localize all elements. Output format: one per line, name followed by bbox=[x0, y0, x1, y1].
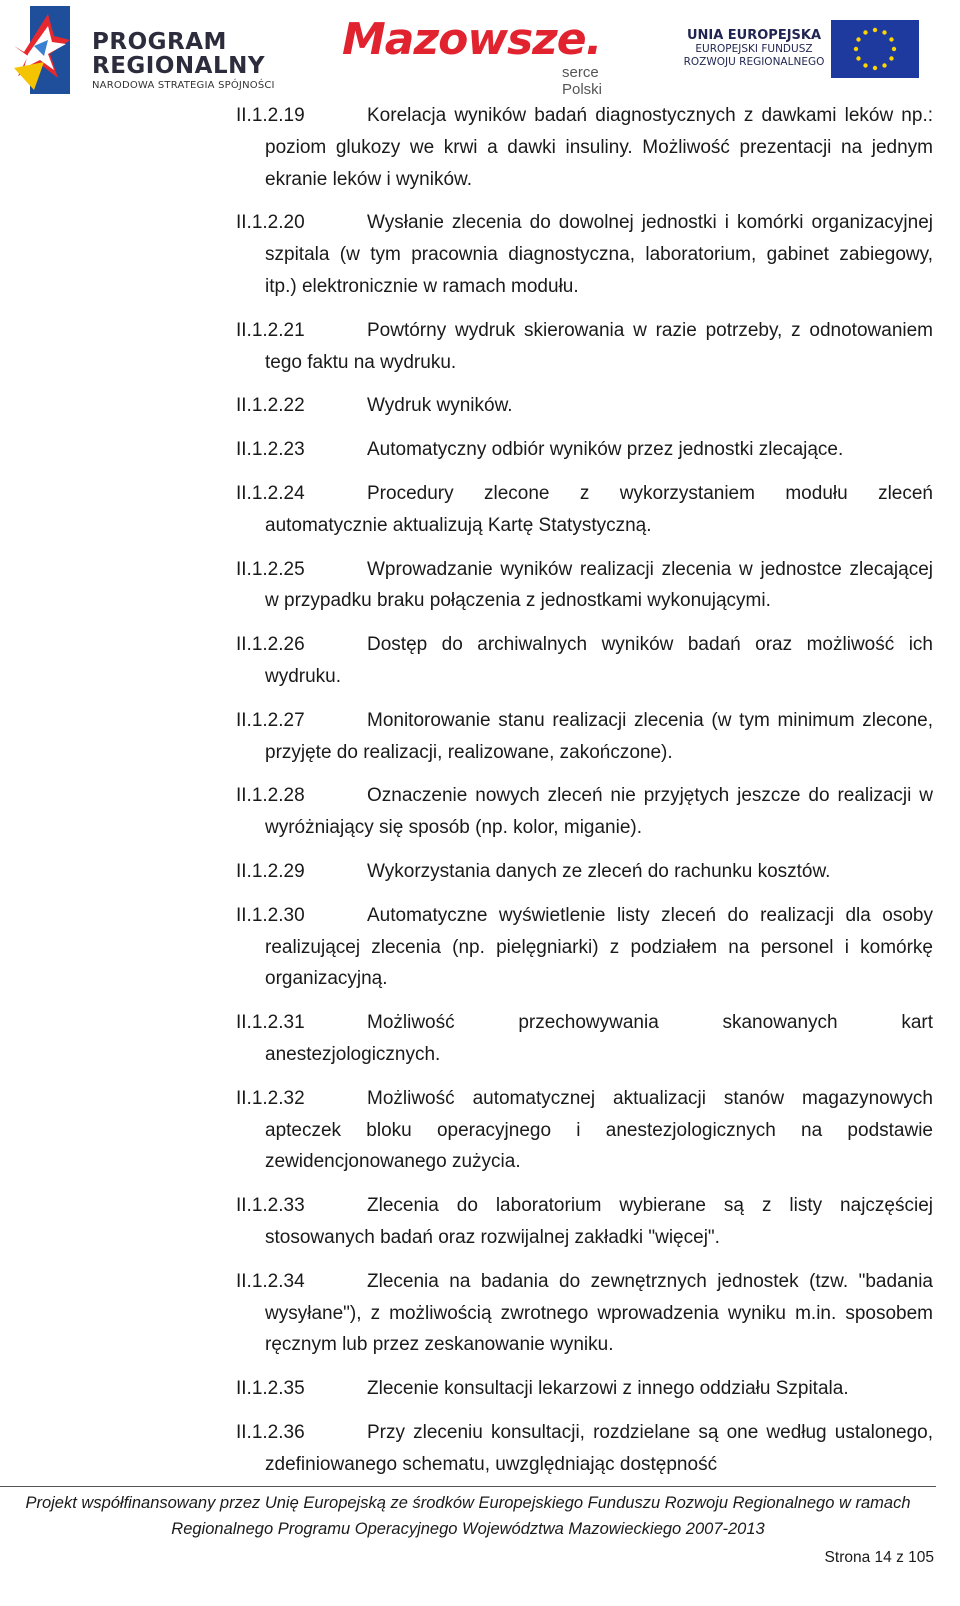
item-text: Automatyczne wyświetlenie listy zleceń do realizacji dla osoby realizującej zlecenia (np. pielęgniarki) z podziałem na personel i komórkę organizacyjną. bbox=[265, 904, 933, 990]
item-text: Zlecenia do laboratorium wybierane są z listy najczęściej stosowanych badań oraz rozwijalnej zakładki "więcej". bbox=[265, 1195, 933, 1248]
item-text: Automatyczny odbiór wyników przez jednostki zlecające. bbox=[367, 439, 844, 461]
item-text: Dostęp do archiwalnych wyników badań oraz możliwość ich wydruku. bbox=[265, 634, 933, 687]
item-number: II.1.2.32 bbox=[236, 1087, 305, 1109]
item-number: II.1.2.26 bbox=[236, 634, 305, 656]
item-text: Zlecenie konsultacji lekarzowi z innego oddziału Szpitala. bbox=[367, 1378, 849, 1400]
item-text: Procedury zlecone z wykorzystaniem modułu zleceń automatycznie aktualizują Kartę Statystyczną. bbox=[265, 482, 933, 536]
item-number: II.1.2.33 bbox=[236, 1195, 305, 1217]
item-text: Oznaczenie nowych zleceń nie przyjętych jeszcze do realizacji w wyróżniający się sposób (np. kolor, miganie). bbox=[265, 785, 933, 839]
mazowsze-logo bbox=[342, 14, 642, 98]
item-number: II.1.2.34 bbox=[236, 1270, 305, 1292]
item-text: Wykorzystania danych ze zleceń do rachunku kosztów. bbox=[367, 860, 831, 882]
list-item bbox=[236, 1417, 933, 1481]
item-number: II.1.2.20 bbox=[236, 212, 305, 234]
footer-line-2: Regionalnego Programu Operacyjnego Województwa Mazowieckiego 2007-2013 bbox=[171, 1520, 765, 1538]
item-text: Powtórny wydruk skierowania w razie potrzeby, z odnotowaniem tego faktu na wydruku. bbox=[265, 319, 933, 373]
list-item bbox=[236, 1373, 933, 1405]
eu-development-line: ROZWOJU REGIONALNEGO bbox=[683, 56, 825, 68]
list-item bbox=[236, 315, 933, 379]
list-item bbox=[236, 434, 933, 466]
list-item bbox=[236, 1190, 933, 1254]
eu-fund-line: EUROPEJSKI FUNDUSZ bbox=[695, 43, 813, 55]
list-item bbox=[236, 554, 933, 618]
item-text: Wysłanie zlecenia do dowolnej jednostki i komórki organizacyjnej szpitala (w tym pracownia diagnostyczna, laboratorium, gabinet zabiegowy, itp.) elektronicznie w ramach modułu. bbox=[265, 212, 933, 297]
item-number: II.1.2.30 bbox=[236, 904, 305, 926]
item-number: II.1.2.22 bbox=[236, 395, 305, 417]
item-number: II.1.2.31 bbox=[236, 1012, 305, 1034]
footer-divider bbox=[0, 1486, 936, 1487]
item-number: II.1.2.25 bbox=[236, 558, 305, 580]
item-number: II.1.2.23 bbox=[236, 439, 305, 461]
program-line: PROGRAM bbox=[92, 29, 227, 55]
item-text: Możliwość automatycznej aktualizacji stanów magazynowych apteczek bloku operacyjnego i anestezjologicznych na podstawie zewidencjonowanego zużycia. bbox=[265, 1087, 933, 1173]
item-text: Możliwość przechowywania skanowanych kart anestezjologicznych. bbox=[265, 1012, 933, 1065]
list-item bbox=[236, 100, 933, 195]
regionalny-line: REGIONALNY bbox=[92, 53, 266, 79]
item-number: II.1.2.29 bbox=[236, 860, 305, 882]
item-number: II.1.2.24 bbox=[236, 482, 305, 504]
list-item bbox=[236, 1083, 933, 1178]
list-item bbox=[236, 1007, 933, 1071]
footer-line-1: Projekt współfinansowany przez Unię Europejską ze środków Europejskiego Funduszu Rozwoju Regionalnego w ramach bbox=[25, 1494, 911, 1512]
list-item bbox=[236, 207, 933, 302]
eu-logo bbox=[668, 20, 948, 82]
mazowsze-wordmark: Mazowsze. bbox=[342, 14, 602, 65]
item-text: Wprowadzanie wyników realizacji zlecenia w jednostce zlecającej w przypadku braku połączenia z jednostkami wykonującymi. bbox=[265, 558, 933, 612]
item-number: II.1.2.28 bbox=[236, 785, 305, 807]
nss-line: NARODOWA STRATEGIA SPÓJNOŚCI bbox=[92, 80, 275, 91]
list-item bbox=[236, 900, 933, 995]
item-text: Korelacja wyników badań diagnostycznych z dawkami leków np.: poziom glukozy we krwi a dawki insuliny. Możliwość prezentacji na jednym ekranie leków i wyników. bbox=[265, 105, 933, 190]
serce-polski-tagline: serce Polski bbox=[562, 64, 603, 98]
list-item bbox=[236, 780, 933, 844]
item-text: Zlecenia na badania do zewnętrznych jednostek (tzw. "badania wysyłane"), z możliwością zwrotnego wprowadzenia wyniku m.in. sposobem ręcznym lub przez zeskanowanie wyniku. bbox=[265, 1270, 933, 1356]
list-item bbox=[236, 705, 933, 769]
item-number: II.1.2.27 bbox=[236, 709, 305, 731]
program-regionalny-star-icon bbox=[14, 6, 74, 96]
list-item bbox=[236, 856, 933, 888]
eu-title: UNIA EUROPEJSKA bbox=[686, 28, 822, 43]
list-item bbox=[236, 390, 933, 422]
list-item bbox=[236, 629, 933, 693]
list-item bbox=[236, 1266, 933, 1361]
page-number: Strona 14 z 105 bbox=[824, 1549, 934, 1566]
item-number: II.1.2.21 bbox=[236, 319, 305, 341]
page-header bbox=[0, 0, 960, 100]
item-number: II.1.2.19 bbox=[236, 105, 305, 126]
item-number: II.1.2.35 bbox=[236, 1378, 305, 1400]
requirements-list bbox=[236, 100, 933, 1492]
item-text: Monitorowanie stanu realizacji zlecenia (w tym minimum zlecone, przyjęte do realizacji, realizowane, zakończone). bbox=[265, 709, 933, 763]
eu-flag-icon bbox=[831, 20, 919, 78]
program-regionalny-logo bbox=[14, 6, 304, 96]
footer-funding-note bbox=[0, 1490, 936, 1542]
item-number: II.1.2.36 bbox=[236, 1421, 305, 1443]
list-item bbox=[236, 478, 933, 542]
item-text: Wydruk wyników. bbox=[367, 395, 513, 417]
item-text: Przy zleceniu konsultacji, rozdzielane są one według ustalonego, zdefiniowanego schematu, uwzględniając dostępność bbox=[265, 1421, 933, 1475]
